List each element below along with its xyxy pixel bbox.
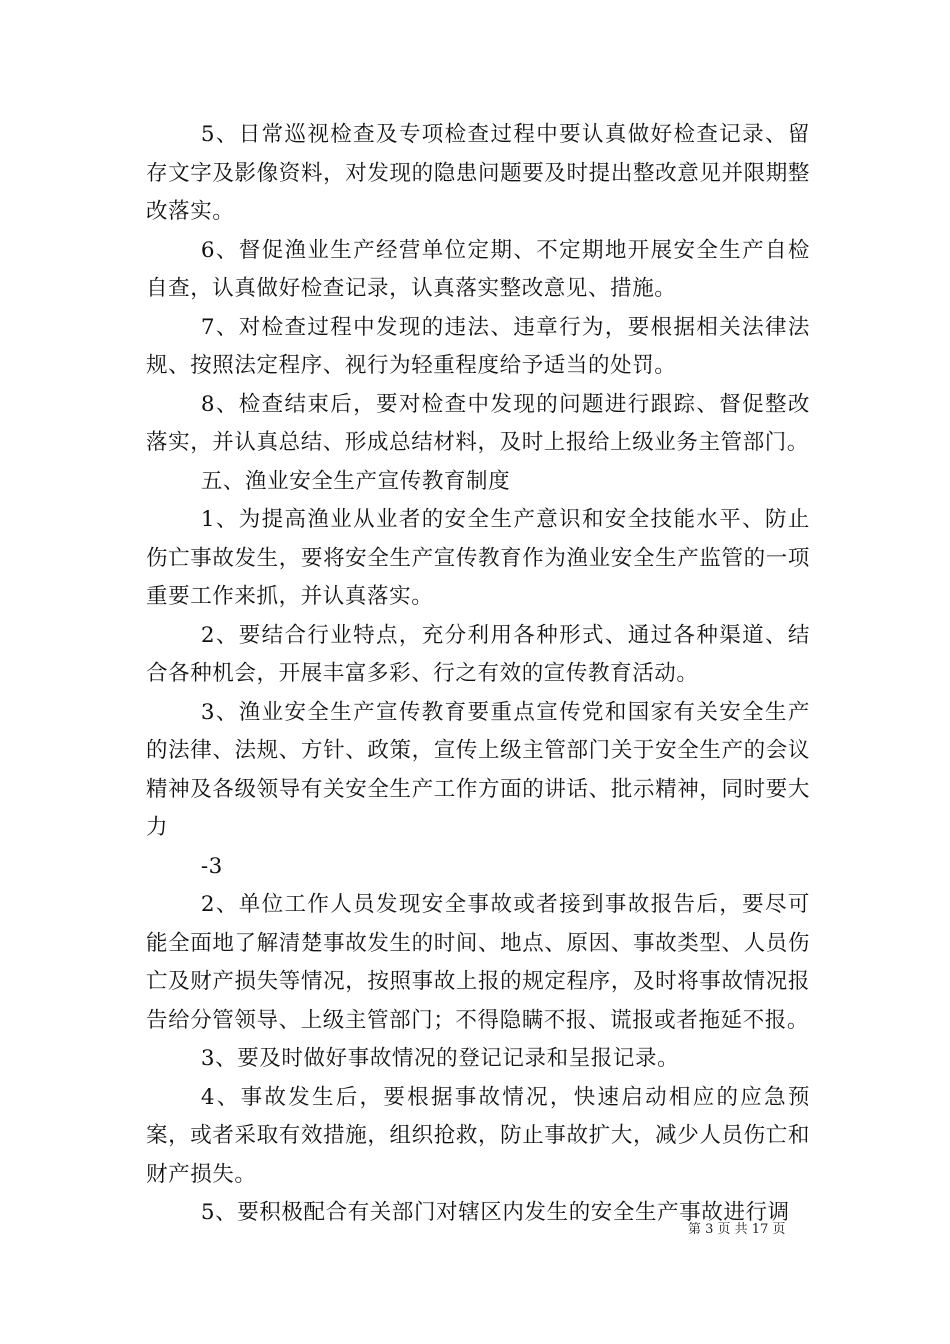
paragraph-item-1-awareness: 1、为提高渔业从业者的安全生产意识和安全技能水平、防止伤亡事故发生，要将安全生产宣传教育作为渔业安全生产监管的一项重要工作来抓，并认真落实。 <box>146 507 810 609</box>
document-body <box>146 116 810 1233</box>
paragraph-item-5-inspection-records: 5、日常巡视检查及专项检查过程中要认真做好检查记录、留存文字及影像资料，对发现的隐患问题要及时提出整改意见并限期整改落实。 <box>146 122 810 224</box>
paragraph-item-2-accident-report: 2、单位工作人员发现安全事故或者接到事故报告后，要尽可能全面地了解清楚事故发生的时间、地点、原因、事故类型、人员伤亡及财产损失等情况，按照事故上报的规定程序，及时将事故情况报告给分管领导、上级主管部门；不得隐瞒不报、谎报或者拖延不报。 <box>146 892 810 1033</box>
paragraph-item-3-publicity: 3、渔业安全生产宣传教育要重点宣传党和国家有关安全生产的法律、法规、方针、政策，宣传上级主管部门关于安全生产的会议精神及各级领导有关安全生产工作方面的讲话、批示精神，同时要大力 <box>146 699 810 840</box>
section-heading-education: 五、渔业安全生产宣传教育制度 <box>200 468 511 494</box>
paragraph-item-7-violations: 7、对检查过程中发现的违法、违章行为，要根据相关法律法规、按照法定程序、视行为轻重程度给予适当的处罚。 <box>146 314 810 378</box>
paragraph-item-4-emergency: 4、事故发生后，要根据事故情况，快速启动相应的应急预案，或者采取有效措施，组织抢救，防止事故扩大，减少人员伤亡和财产损失。 <box>146 1084 810 1187</box>
page-break-marker: -3 <box>200 853 223 879</box>
page-number-footer: 第 3 页 共 17 页 <box>688 1222 786 1237</box>
paragraph-item-2-activities: 2、要结合行业特点，充分利用各种形式、通过各种渠道、结合各种机会，开展丰富多彩、行之有效的宣传教育活动。 <box>146 622 810 686</box>
paragraph-item-8-follow-up: 8、检查结束后，要对检查中发现的问题进行跟踪、督促整改落实，并认真总结、形成总结材料，及时上报给上级业务主管部门。 <box>146 391 810 455</box>
paragraph-item-5-investigation: 5、要积极配合有关部门对辖区内发生的安全生产事故进行调 <box>200 1200 790 1225</box>
paragraph-item-6-self-inspection: 6、督促渔业生产经营单位定期、不定期地开展安全生产自检自查，认真做好检查记录，认真落实整改意见、措施。 <box>146 237 810 301</box>
paragraph-item-3-registration: 3、要及时做好事故情况的登记记录和呈报记录。 <box>200 1046 680 1071</box>
